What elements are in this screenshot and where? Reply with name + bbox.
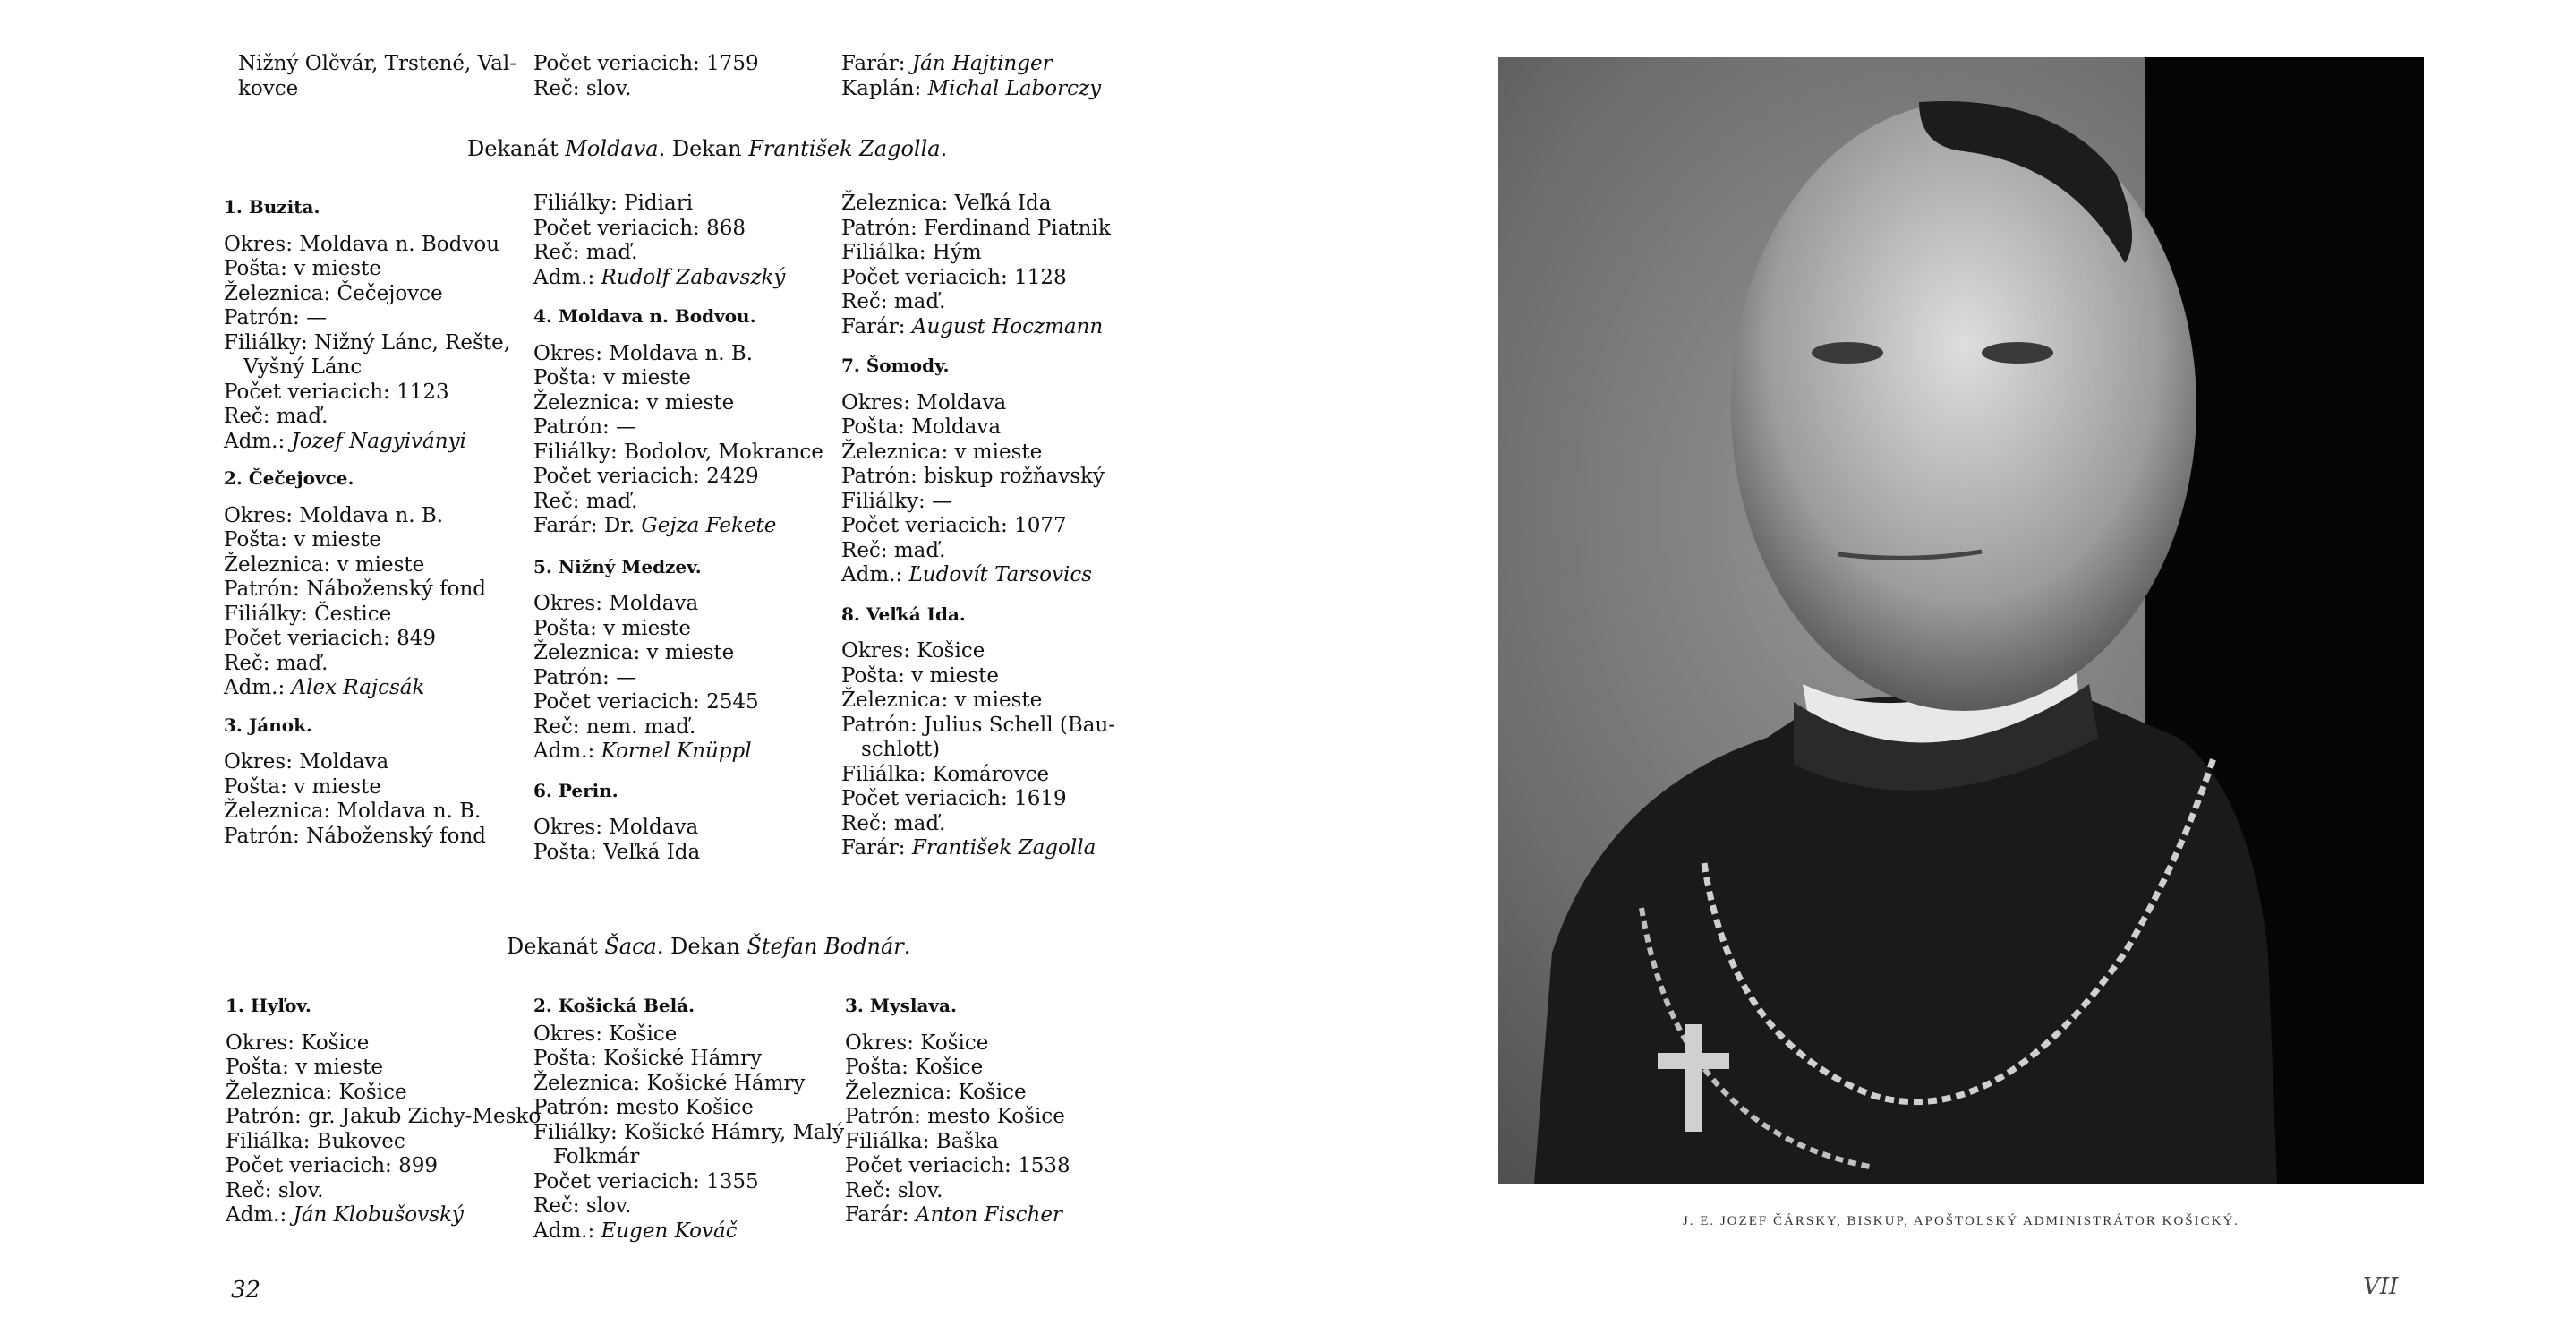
portrait-illustration	[1498, 57, 2424, 1184]
text-line: Okres: Moldava	[841, 390, 1007, 415]
text-line: Reč: maď.	[224, 651, 328, 675]
text-line: Filiálka: Bukovec	[226, 1129, 405, 1153]
text-line: Pošta: v mieste	[224, 528, 381, 552]
text-line: Farár: Dr. Gejza Fekete	[533, 514, 777, 537]
text-line: Adm.: Ján Klobušovský	[226, 1203, 464, 1227]
text-line: Reč: maď.	[533, 489, 638, 513]
text-line: Farár: František Zagolla	[841, 836, 1096, 860]
text-line: Pošta: Veľká Ida	[533, 840, 701, 864]
parish-heading: 5. Nižný Medzev.	[533, 555, 702, 577]
parish-heading: 1. Hyľov.	[226, 995, 311, 1016]
text-line: Patrón: mesto Košice	[533, 1096, 754, 1119]
text-line: Počet veriacich: 1538	[845, 1154, 1070, 1177]
text-line: Železnica: v mieste	[224, 552, 425, 577]
d1-column-2	[533, 192, 823, 865]
text-line: Pošta: v mieste	[533, 366, 691, 389]
d2-column-2	[533, 994, 844, 1244]
text-line: Adm.: Eugen Kováč	[533, 1219, 738, 1243]
text-line: Filiálka: Baška	[845, 1129, 999, 1153]
text-line: Adm.: Rudolf Zabavszký	[533, 265, 786, 289]
text-line: Filiálky: Pidiari	[533, 192, 694, 215]
text-line: Patrón: Náboženský fond	[224, 577, 487, 601]
parish-heading: 6. Perin.	[533, 779, 618, 801]
text-line: Železnica: v mieste	[841, 440, 1043, 464]
text-line: Počet veriacich: 899	[226, 1154, 438, 1177]
text-line: Železnica: v mieste	[841, 689, 1043, 712]
text-line: Okres: Košice	[226, 1031, 370, 1055]
text-line: Reč: nem. maď.	[533, 714, 696, 739]
text-line: Patrón: mesto Košice	[845, 1105, 1065, 1128]
text-line: Patrón: —	[224, 306, 328, 329]
text-line: Počet veriacich: 1759	[533, 52, 759, 75]
text-line: Počet veriacich: 2429	[533, 465, 759, 488]
text-line: Železnica: v mieste	[533, 641, 735, 664]
text-line: Filiálka: Komárovce	[841, 762, 1050, 786]
text-line: Reč: slov.	[845, 1178, 943, 1202]
text-line: Nižný Olčvár, Trstené, Val-	[238, 52, 516, 75]
text-line: Pošta: v mieste	[226, 1056, 383, 1079]
text-line: Patrón: Julius Schell (Bau-	[841, 713, 1116, 737]
text-line: Pošta: v mieste	[224, 774, 381, 799]
text-line: Železnica: v mieste	[533, 390, 735, 415]
text-line: Železnica: Veľká Ida	[841, 192, 1052, 215]
text-line: Pošta: v mieste	[841, 663, 999, 688]
page-number: 32	[231, 1277, 261, 1304]
text-line: Počet veriacich: 868	[533, 216, 746, 240]
text-line: Okres: Moldava	[224, 750, 389, 774]
parish-heading: 4. Moldava n. Bodvou.	[533, 305, 756, 327]
parish-heading: 2. Čečejovce.	[224, 467, 354, 489]
text-line: Reč: slov.	[226, 1178, 324, 1202]
parish-heading: 2. Košická Belá.	[533, 995, 695, 1016]
top-col-3	[841, 52, 1101, 101]
parish-heading: 3. Myslava.	[845, 995, 957, 1016]
text-line: Okres: Košice	[845, 1031, 989, 1055]
text-line: Reč: maď.	[224, 405, 328, 428]
text-line: Pošta: Moldava	[841, 415, 1002, 439]
d2-column-1	[226, 994, 541, 1228]
text-line: Adm.: Alex Rajcsák	[224, 676, 425, 699]
text-line: Adm.: Jozef Nagyiványi	[224, 429, 466, 453]
text-line: Pošta: Košické Hámry	[533, 1047, 763, 1070]
text-line: Okres: Moldava	[533, 816, 699, 839]
text-line: Patrón: —	[533, 415, 637, 439]
text-line: Pošta: Košice	[845, 1056, 984, 1079]
text-line: Patrón: —	[533, 665, 637, 689]
text-line: Farár: August Hoczmann	[841, 314, 1104, 338]
photo-caption: J. E. JOZEF ČÁRSKY, BISKUP, APOŠTOLSKÝ ADMINISTRÁTOR KOŠICKÝ.	[1682, 1214, 2240, 1228]
bishop-portrait-photo	[1498, 57, 2424, 1184]
text-line: Okres: Košice	[841, 639, 985, 663]
text-line: Filiálky: Nižný Lánc, Rešte,	[224, 330, 511, 355]
text-line: Pošta: v mieste	[533, 616, 691, 640]
text-line: Patrón: Náboženský fond	[224, 824, 487, 848]
text-line: Kaplán: Michal Laborczy	[841, 76, 1102, 100]
text-line: Patrón: Ferdinand Piatnik	[841, 216, 1111, 240]
text-line: Adm.: Kornel Knüppl	[533, 740, 752, 763]
text-line: Počet veriacich: 1123	[224, 380, 449, 404]
text-line: Reč: maď.	[533, 241, 638, 264]
text-line: Reč: maď.	[841, 290, 946, 313]
text-line: Patrón: biskup rožňavský	[841, 465, 1105, 488]
text-line: Železnica: Moldava n. B.	[224, 800, 482, 823]
text-line: Adm.: Ľudovít Tarsovics	[841, 563, 1093, 586]
text-line: Reč: maď.	[841, 811, 946, 835]
parish-heading: 3. Jánok.	[224, 714, 312, 736]
text-line: Filiálky: —	[841, 489, 953, 513]
text-line: kovce	[238, 76, 299, 100]
text-line: Folkmár	[553, 1145, 640, 1168]
text-line: Okres: Košice	[533, 1022, 678, 1046]
d1-column-1	[224, 195, 510, 849]
text-line: Filiálka: Hým	[841, 241, 982, 264]
d2-column-3	[845, 994, 1070, 1228]
text-line: Počet veriacich: 1619	[841, 787, 1067, 810]
text-line: Železnica: Čečejovce	[224, 281, 443, 305]
text-line: Počet veriacich: 849	[224, 627, 436, 650]
text-line: Počet veriacich: 1077	[841, 514, 1067, 537]
parish-heading: 8. Veľká Ida.	[841, 603, 966, 625]
text-line: Farár: Ján Hajtinger	[841, 52, 1053, 75]
text-line: Filiálky: Bodolov, Mokrance	[533, 440, 823, 464]
text-line: Filiálky: Košické Hámry, Malý	[533, 1120, 845, 1144]
text-line: Železnica: Košice	[226, 1080, 407, 1104]
text-line: Reč: slov.	[533, 1194, 632, 1218]
top-col-1	[238, 52, 516, 101]
text-line: schlott)	[861, 738, 941, 761]
text-line: Patrón: gr. Jakub Zichy-Mesko	[226, 1105, 542, 1128]
text-line: Pošta: v mieste	[224, 257, 381, 280]
text-line: Počet veriacich: 1128	[841, 265, 1067, 289]
text-line: Reč: maď.	[841, 538, 946, 562]
page-number-roman: VII	[2363, 1273, 2399, 1300]
d1-column-3	[841, 192, 1115, 861]
dekanat-heading-moldava: Dekanát Moldava. Dekan František Zagolla.	[467, 136, 948, 161]
text-line: Železnica: Košické Hámry	[533, 1071, 806, 1095]
text-line: Okres: Moldava n. B.	[533, 341, 754, 365]
text-line: Filiálky: Čestice	[224, 602, 392, 626]
text-line: Okres: Moldava n. Bodvou	[224, 232, 500, 256]
text-line: Počet veriacich: 1355	[533, 1169, 759, 1193]
text-line: Farár: Anton Fischer	[845, 1203, 1062, 1227]
text-line: Okres: Moldava	[533, 592, 699, 615]
text-line: Vyšný Lánc	[243, 355, 363, 379]
text-line: Železnica: Košice	[845, 1080, 1027, 1104]
text-line: Okres: Moldava n. B.	[224, 503, 444, 527]
dekanat-heading-saca: Dekanát Šaca. Dekan Štefan Bodnár.	[507, 934, 911, 959]
parish-heading: 1. Buzita.	[224, 196, 320, 218]
top-col-2	[533, 52, 759, 101]
parish-heading: 7. Šomody.	[841, 355, 950, 376]
text-line: Počet veriacich: 2545	[533, 690, 759, 714]
text-line: Reč: slov.	[533, 76, 632, 100]
